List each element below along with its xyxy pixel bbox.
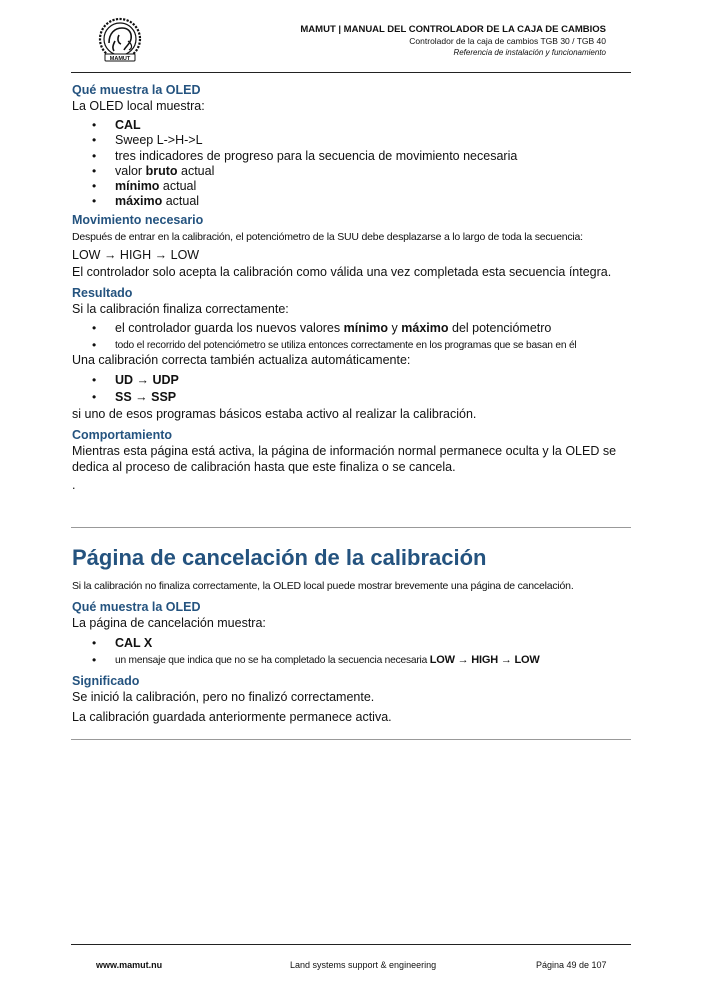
header-title: MAMUT | MANUAL DEL CONTROLADOR DE LA CAJA DE CAMBIOS xyxy=(300,24,606,35)
section-title-cancel: Página de cancelación de la calibración xyxy=(72,545,487,570)
movement-note: El controlador solo acepta la calibración como válida una vez completada esta secuencia íntegra. xyxy=(72,264,612,279)
svg-text:MAMUT: MAMUT xyxy=(109,56,131,62)
list-item: • CAL xyxy=(72,118,632,133)
meaning-text-1: Se inició la calibración, pero no finalizó correctamente. xyxy=(72,690,375,704)
program-note: si uno de esos programas básicos estaba activo al realizar la calibración. xyxy=(72,407,477,422)
list-item: • CAL X xyxy=(72,635,632,652)
behaviour-text: Mientras esta página está activa, la página de información normal permanece oculta y la OLED se dedica al proceso de calibración hasta que este finaliza o se cancela. xyxy=(72,444,617,475)
list-item: • SS → SSP xyxy=(72,389,632,406)
section-heading-behaviour: Comportamiento xyxy=(72,428,172,443)
oled-intro: La OLED local muestra: xyxy=(72,99,205,113)
main-content xyxy=(72,83,632,493)
page-header xyxy=(300,24,606,58)
cancel-list xyxy=(72,635,632,669)
list-item: • tres indicadores de progreso para la secuencia de movimiento necesaria xyxy=(72,149,632,164)
list-item: • todo el recorrido del potenciómetro se utiliza entonces correctamente en los programas que se basan en él xyxy=(72,339,632,352)
list-item: • máximo actual xyxy=(72,194,632,209)
movement-text: Después de entrar en la calibración, el potenciómetro de la SUU debe desplazarse a lo largo de toda la secuencia: xyxy=(72,230,583,243)
list-item: • valor bruto actual xyxy=(72,164,632,179)
footer-url[interactable]: www.mamut.nu xyxy=(96,960,163,970)
result-list xyxy=(72,321,632,352)
footer-divider xyxy=(71,944,631,945)
header-subtitle: Controlador de la caja de cambios TGB 30 / TGB 40 xyxy=(409,36,606,46)
cancel-intro: Si la calibración no finaliza correctamente, la OLED local puede mostrar brevemente una página de cancelación. xyxy=(72,580,574,592)
list-item: • Sweep L->H->L xyxy=(72,133,632,148)
stray-period: . xyxy=(72,478,76,493)
list-item: • UD → UDP xyxy=(72,372,632,389)
section-heading-cancel-oled: Qué muestra la OLED xyxy=(72,600,201,614)
meaning-text-2: La calibración guardada anteriormente permanece activa. xyxy=(72,710,392,724)
section-heading-movement: Movimiento necesario xyxy=(72,212,204,227)
list-item: • un mensaje que indica que no se ha completado la secuencia necesaria LOW → HIGH → LOW xyxy=(72,652,632,669)
section-divider xyxy=(71,527,631,528)
result-auto-update: Una calibración correcta también actualiza automáticamente: xyxy=(72,353,411,368)
header-reference: Referencia de instalación y funcionamiento xyxy=(453,48,606,57)
mamut-logo xyxy=(95,17,145,65)
cancel-oled-intro: La página de cancelación muestra: xyxy=(72,616,266,630)
oled-list xyxy=(72,118,632,210)
movement-sequence: LOW → HIGH → LOW xyxy=(72,247,200,262)
section-heading-meaning: Significado xyxy=(72,674,140,688)
list-item: • mínimo actual xyxy=(72,179,632,194)
header-divider xyxy=(71,72,631,73)
section-heading-result: Resultado xyxy=(72,285,133,300)
result-intro: Si la calibración finaliza correctamente: xyxy=(72,301,289,316)
cancel-section xyxy=(72,545,632,725)
section-divider xyxy=(71,739,631,740)
footer-tagline: Land systems support & engineering xyxy=(290,960,437,970)
section-heading-oled: Qué muestra la OLED xyxy=(72,83,201,97)
list-item: • el controlador guarda los nuevos valores mínimo y máximo del potenciómetro xyxy=(72,321,632,336)
footer-page-number: Página 49 de 107 xyxy=(536,960,607,970)
program-list xyxy=(72,372,632,406)
